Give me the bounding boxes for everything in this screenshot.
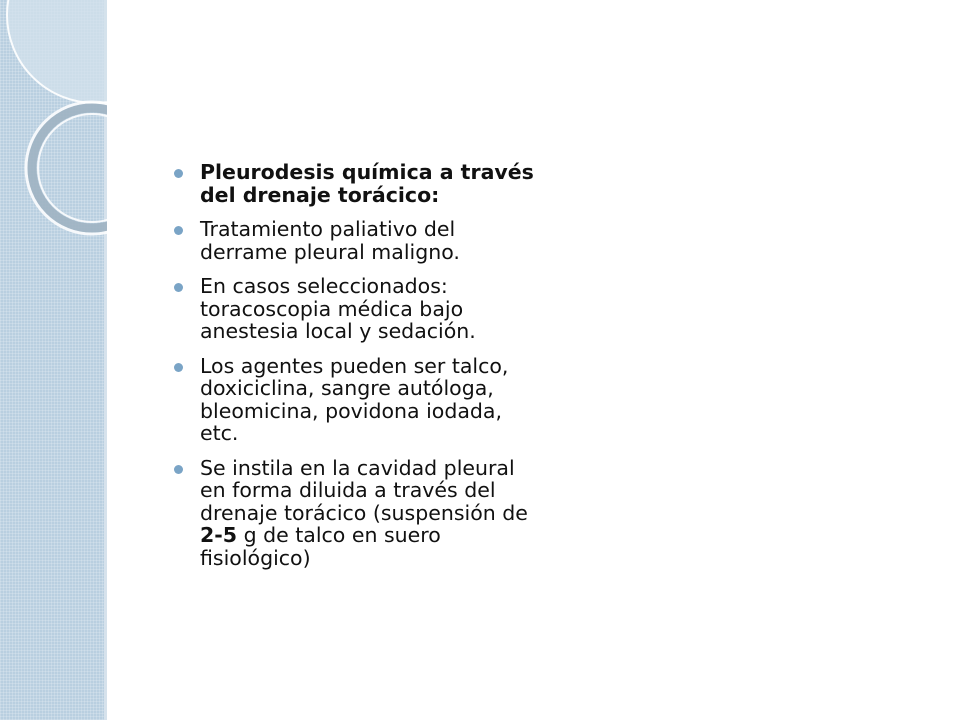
ring-mid (32, 108, 107, 228)
bullet-item (168, 161, 538, 206)
bullet-item (168, 218, 538, 263)
bullet-text: Se instila en la cavidad pleural en forma diluida a través del drenaje torácico (suspensión de (200, 455, 528, 525)
bullet-dot-icon (174, 226, 183, 235)
bullet-item (168, 355, 538, 445)
bullet-list (168, 161, 538, 569)
bullet-text: 2-5 (200, 523, 238, 547)
bullet-dot-icon (174, 465, 183, 474)
bullet-text: g de talco en suero fisiológico) (200, 523, 441, 570)
large-circle-fill (7, 0, 107, 103)
content-area (168, 161, 538, 581)
bullet-item (168, 457, 538, 570)
bullet-text: Pleurodesis química a través del drenaje torácico: (200, 160, 534, 207)
bullet-item (168, 275, 538, 343)
bullet-text: Tratamiento paliativo del derrame pleural maligno. (200, 217, 460, 264)
bullet-dot-icon (174, 363, 183, 372)
decorative-circles (0, 0, 107, 260)
bullet-dot-icon (174, 169, 183, 178)
bullet-text: Los agentes pueden ser talco, doxiciclina, sangre autóloga, bleomicina, povidona iodada, etc. (200, 353, 509, 445)
bullet-dot-icon (174, 283, 183, 292)
bullet-text: En casos seleccionados: toracoscopia médica bajo anestesia local y sedación. (200, 274, 476, 343)
